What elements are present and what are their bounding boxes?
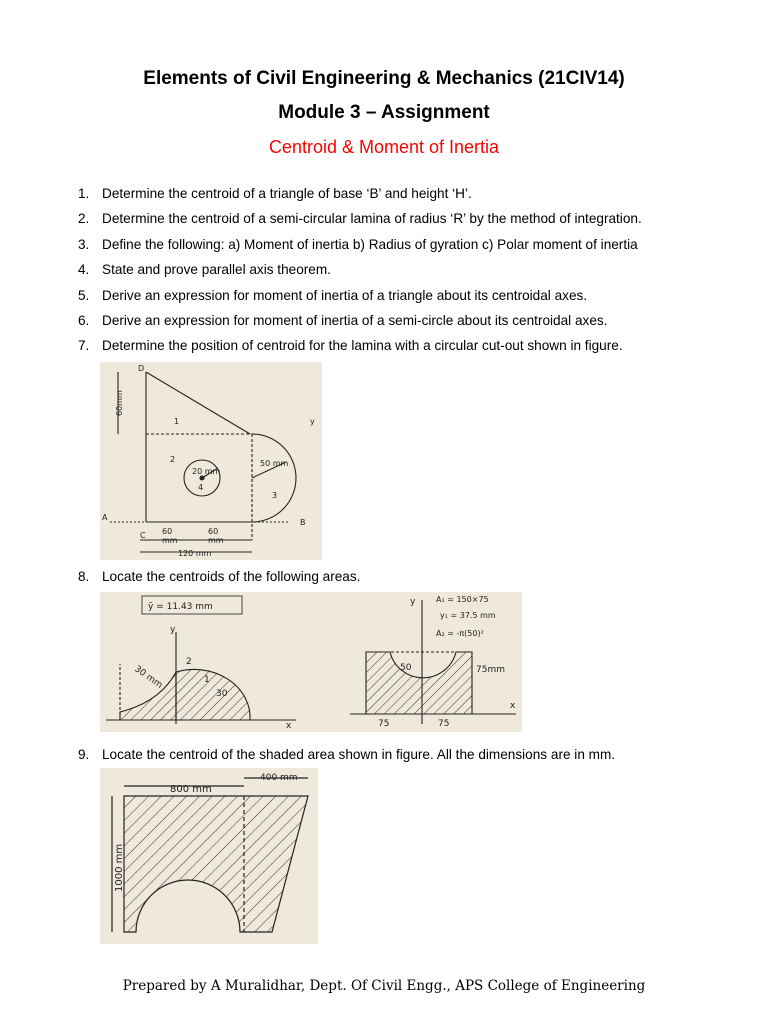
figure-shaded-area: [100, 768, 318, 944]
fig8-dim75-left: 75: [378, 719, 390, 729]
fig7-dim-mm-right: mm: [208, 536, 224, 545]
fig8-dim75-height: 75mm: [476, 665, 505, 675]
fig8-a2: A₂ = -π(50)²: [436, 629, 484, 638]
fig8-left-axis-y: y: [170, 625, 176, 635]
fig7-label-b: B: [300, 518, 306, 527]
question-3: 3. Define the following: a) Moment of inertia b) Radius of gyration c) Polar moment of inertia: [78, 237, 638, 252]
question-2: 2. Determine the centroid of a semi-circular lamina of radius ‘R’ by the method of integration.: [78, 211, 642, 226]
fig7-dim-mm-left: mm: [162, 536, 178, 545]
fig8-r30b: 30: [216, 689, 228, 699]
fig7-dim-120: 120 mm: [178, 549, 212, 558]
fig7-part-4: 4: [198, 483, 204, 492]
fig8-ybar-note: ȳ = 11.43 mm: [148, 602, 213, 612]
module-title: Module 3 – Assignment: [278, 102, 490, 123]
fig8-left-axis-x: x: [286, 721, 292, 731]
fig7-dim-60-left: 60: [162, 527, 173, 536]
fig9-dim-1000: 1000 mm: [114, 843, 125, 892]
page-footer: Prepared by A Muralidhar, Dept. Of Civil Engg., APS College of Engineering: [122, 978, 646, 994]
fig8-right-axis-y: y: [410, 597, 416, 607]
fig7-part-3: 3: [272, 491, 278, 500]
fig7-label-a: A: [102, 513, 108, 522]
question-8: 8. Locate the centroids of the following areas.: [78, 569, 361, 584]
fig7-part-1: 1: [174, 417, 180, 426]
fig7-part-2: 2: [170, 455, 176, 464]
figure-composite-areas: [100, 592, 522, 732]
fig7-dim-60-right: 60: [208, 527, 219, 536]
question-1: 1. Determine the centroid of a triangle of base ‘B’ and height ‘H’.: [78, 186, 472, 201]
fig7-ybar: y: [310, 417, 315, 426]
question-4: 4. State and prove parallel axis theorem.: [78, 262, 331, 277]
fig8-left-part-2: 2: [186, 657, 192, 667]
question-6: 6. Derive an expression for moment of inertia of a semi-circle about its centroidal axes.: [78, 313, 608, 328]
fig7-dim-60-vertical: 60mm: [115, 390, 124, 416]
topic-title: Centroid & Moment of Inertia: [268, 137, 500, 157]
fig7-label-d: D: [138, 364, 145, 373]
fig7-label-c: C: [140, 531, 146, 540]
fig8-a1: A₁ = 150×75: [436, 595, 489, 604]
fig9-dim-800: 800 mm: [170, 784, 212, 795]
fig9-dim-400: 400 mm: [260, 773, 298, 783]
fig8-y1: y₁ = 37.5 mm: [440, 611, 496, 620]
fig8-right-axis-x: x: [510, 701, 516, 711]
fig8-r50: 50: [400, 663, 412, 673]
fig8-dim75-right: 75: [438, 719, 450, 729]
fig7-dim-r20: 20 mm: [192, 467, 221, 476]
figure-lamina-cutout: [100, 362, 322, 560]
fig8-left-part-1: 1: [204, 675, 210, 685]
fig8-r30a: 30 mm: [132, 664, 165, 691]
question-7: 7. Determine the position of centroid for the lamina with a circular cut-out shown in figure.: [78, 338, 623, 353]
fig7-dim-r50: 50 mm: [260, 459, 289, 468]
question-5: 5. Derive an expression for moment of inertia of a triangle about its centroidal axes.: [78, 288, 588, 303]
question-9: 9. Locate the centroid of the shaded area shown in figure. All the dimensions are in mm.: [78, 747, 616, 762]
course-title: Elements of Civil Engineering & Mechanics (21CIV14): [143, 68, 625, 89]
